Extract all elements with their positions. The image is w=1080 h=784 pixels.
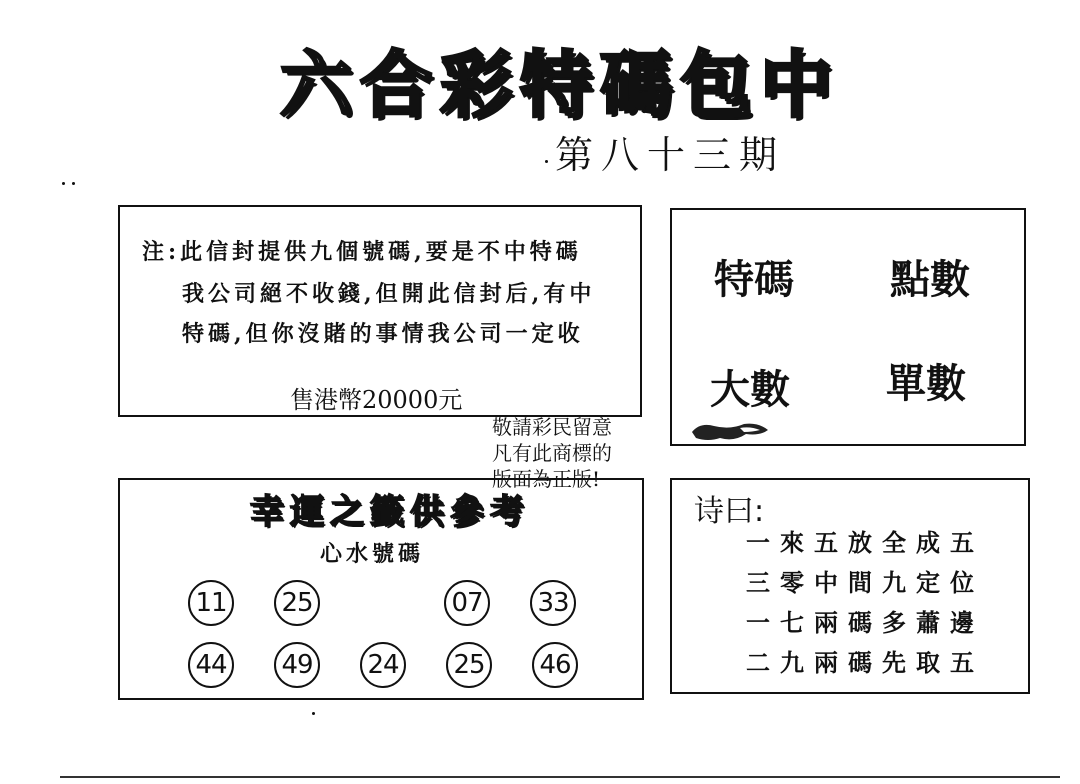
lucky-subtitle: 心水號碼 xyxy=(320,541,425,567)
notice-line: 注:此信封提供九個號碼,要是不中特碼 xyxy=(142,239,582,265)
category-special-number: 特碼 xyxy=(714,257,794,303)
category-odd: 單數 xyxy=(886,361,966,407)
number-ball: 25 xyxy=(446,642,492,688)
category-big: 大數 xyxy=(710,367,790,413)
poem-box xyxy=(670,478,1030,694)
price-label: 售港幣20000元 xyxy=(290,386,463,414)
authenticity-line: 版面為正版! xyxy=(492,467,601,491)
poem-line: 一來五放全成五 xyxy=(746,528,984,557)
poem-line: 二九兩碼先取五 xyxy=(746,648,984,677)
number-ball: 24 xyxy=(360,642,406,688)
notice-box xyxy=(118,205,642,417)
authenticity-line: 敬請彩民留意 xyxy=(492,415,612,439)
lucky-title: 幸運之籤供參考 xyxy=(250,492,530,532)
speck xyxy=(62,182,65,185)
issue-number: 第八十三期 xyxy=(555,133,786,177)
speck xyxy=(72,182,75,185)
poem-title: 诗曰: xyxy=(694,494,765,529)
poem-line: 一七兩碼多蕭邊 xyxy=(746,608,984,637)
number-ball: 44 xyxy=(188,642,234,688)
number-ball: 07 xyxy=(444,580,490,626)
authenticity-line: 凡有此商標的 xyxy=(492,441,612,465)
lucky-numbers-box xyxy=(118,478,644,700)
notice-line: 我公司絕不收錢,但開此信封后,有中 xyxy=(182,281,596,307)
notice-line: 特碼,但你沒賭的事情我公司一定收 xyxy=(182,321,584,347)
page-title: 六合彩特碼包中 xyxy=(279,42,840,127)
number-ball: 46 xyxy=(532,642,578,688)
number-ball: 49 xyxy=(274,642,320,688)
category-points: 點數 xyxy=(890,257,970,303)
trademark-smudge xyxy=(690,420,770,444)
number-ball: 11 xyxy=(188,580,234,626)
number-ball: 25 xyxy=(274,580,320,626)
bottom-rule xyxy=(60,776,1060,778)
category-box xyxy=(670,208,1026,446)
speck xyxy=(545,160,548,163)
speck xyxy=(312,712,315,715)
number-ball: 33 xyxy=(530,580,576,626)
poem-line: 三零中間九定位 xyxy=(746,568,984,597)
